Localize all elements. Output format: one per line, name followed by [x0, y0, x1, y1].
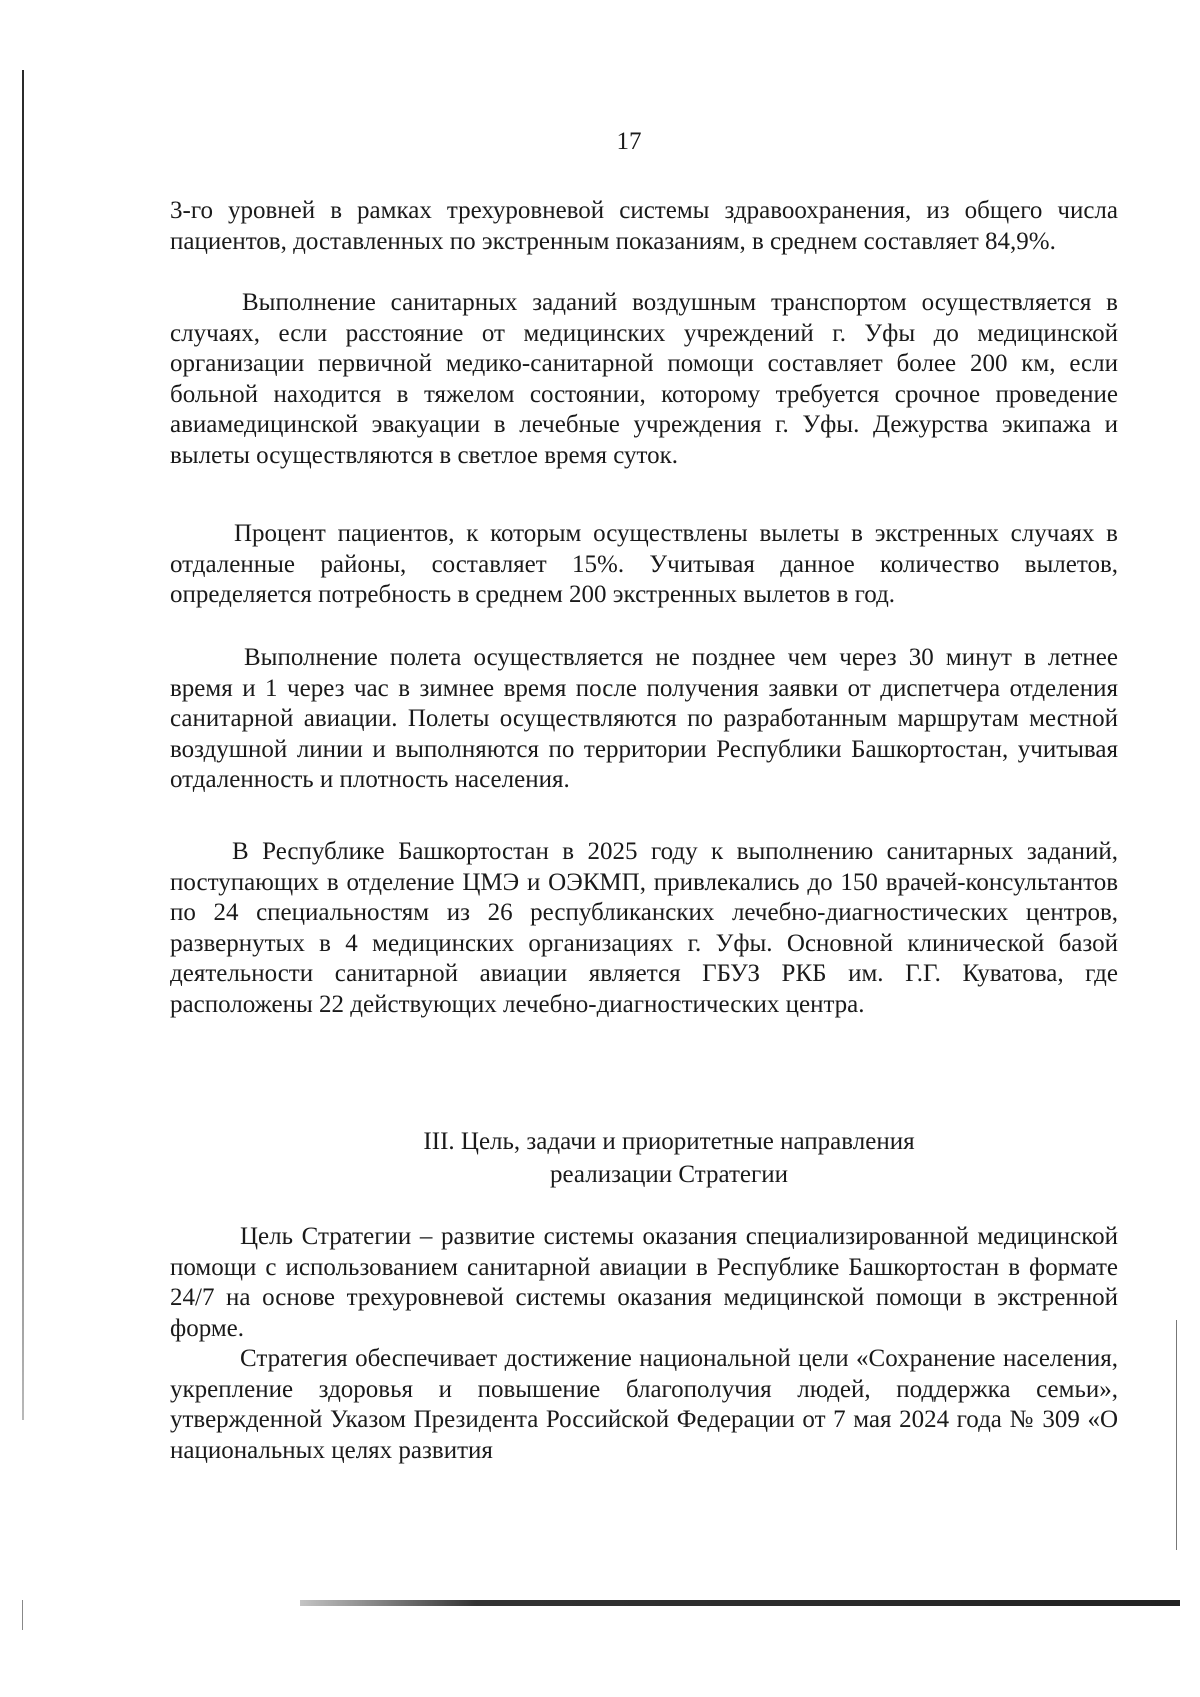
scan-edge-right [1176, 1320, 1177, 1550]
section-heading [170, 1125, 1118, 1191]
paragraph-4: Выполнение полета осуществляется не позднее чем через 30 минут в летнее время и 1 через час в зимнее время после получения заявки от диспетчера отделения санитарной авиации. Полеты осуществляются по разработанным маршрутам местной воздушной линии и выполняются по территории Республики Башкортостан, учитывая отдаленность и плотность населения. [170, 644, 1118, 793]
paragraph-7: Стратегия обеспечивает достижение национальной цели «Сохранение населения, укрепление здоровья и повышение благополучия людей, поддержка семьи», утвержденной Указом Президента Российской Федерации от 7 мая 2024 года № 309 «О национальных целях развития [170, 1345, 1118, 1464]
section-heading-line-1: III. Цель, задачи и приоритетные направления [423, 1128, 915, 1155]
scan-edge-left-mark [22, 1600, 23, 1630]
paragraph-1: 3-го уровней в рамках трехуровневой системы здравоохранения, из общего числа пациентов, доставленных по экстренным показаниям, в среднем составляет 84,9%. [170, 197, 1118, 255]
page-number: 17 [616, 128, 642, 155]
paragraph-6: Цель Стратегии – развитие системы оказания специализированной медицинской помощи с использованием санитарной авиации в Республике Башкортостан в формате 24/7 на основе трехуровневой системы оказания медицинской помощи в экстренной форме. [170, 1223, 1118, 1342]
paragraph-5: В Республике Башкортостан в 2025 году к выполнению санитарных заданий, поступающих в отделение ЦМЭ и ОЭКМП, привлекались до 150 врачей-консультантов по 24 специальностям из 26 республиканских лечебно-диагностических центров, развернутых в 4 медицинских организациях г. Уфы. Основной клинической базой деятельности санитарной авиации является ГБУЗ РКБ им. Г.Г. Куватова, где расположены 22 действующих лечебно-диагностических центра. [170, 838, 1118, 1018]
paragraph-3: Процент пациентов, к которым осуществлены вылеты в экстренных случаях в отдаленные районы, составляет 15%. Учитывая данное количество вылетов, определяется потребность в среднем 200 экстренных вылетов в год. [170, 520, 1118, 608]
scan-bottom-bar [300, 1600, 1180, 1606]
section-heading-line-2: реализации Стратегии [550, 1161, 788, 1188]
scan-edge-left [22, 70, 24, 1420]
paragraph-2: Выполнение санитарных заданий воздушным транспортом осуществляется в случаях, если расстояние от медицинских учреждений г. Уфы до медицинской организации первичной медико-санитарной помощи составляет более 200 км, если больной находится в тяжелом состоянии, которому требуется срочное проведение авиамедицинской эвакуации в лечебные учреждения г. Уфы. Дежурства экипажа и вылеты осуществляются в светлое время суток. [170, 289, 1118, 469]
